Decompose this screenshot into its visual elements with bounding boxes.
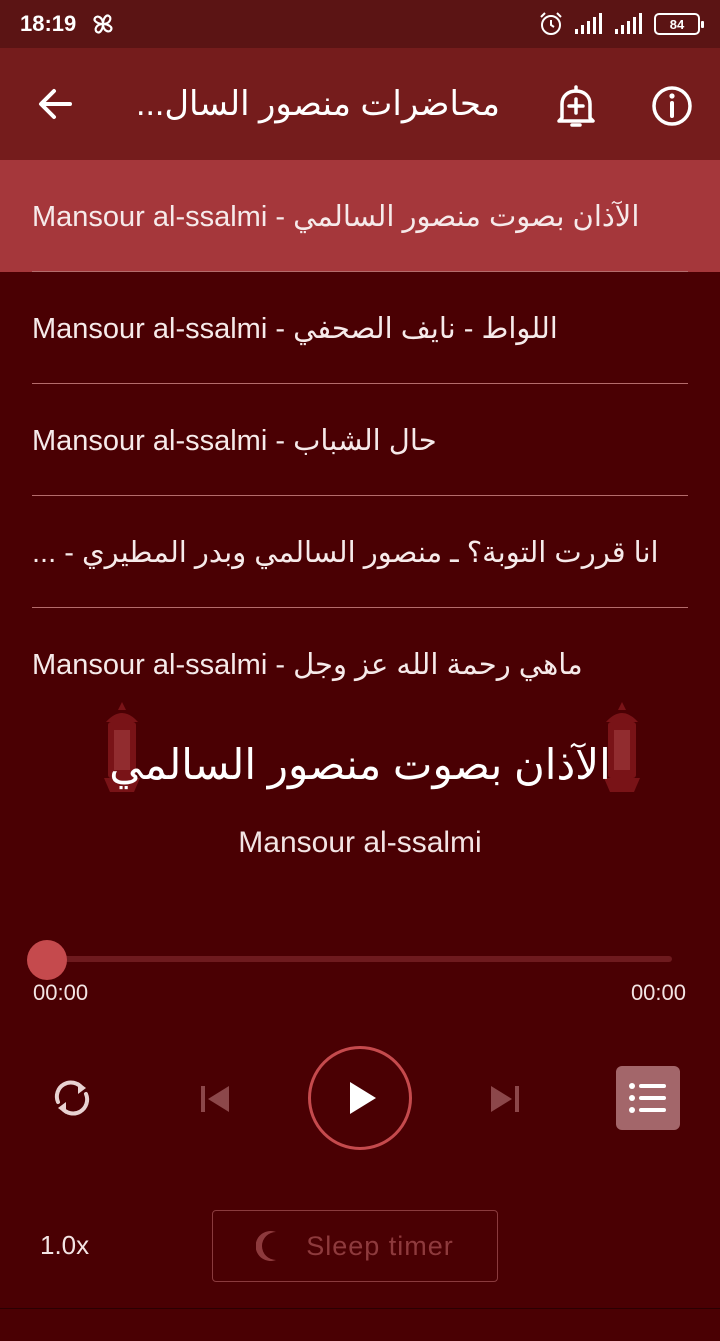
skip-previous-icon <box>196 1080 234 1118</box>
repeat-icon <box>48 1074 96 1122</box>
skip-next-icon <box>486 1080 524 1118</box>
battery-indicator <box>654 13 700 35</box>
queue-button[interactable] <box>616 1066 680 1130</box>
repeat-button[interactable] <box>48 1074 96 1122</box>
status-time: 18:19 <box>20 11 77 36</box>
playlist-item-title: حال الشباب <box>293 424 437 457</box>
total-duration: 00:00 <box>630 980 686 1005</box>
seek-bar[interactable] <box>46 956 672 962</box>
back-arrow-icon[interactable] <box>30 78 82 130</box>
playlist-item-label: Mansour al-ssalmi - الآذان بصوت منصور السالمي <box>32 200 640 233</box>
now-playing-title: الآذان بصوت منصور السالمي <box>109 741 611 788</box>
playlist-item-artist: Mansour al-ssalmi <box>32 200 268 233</box>
playlist-item[interactable] <box>0 384 720 496</box>
playlist-item[interactable] <box>0 160 720 272</box>
play-icon <box>338 1076 382 1120</box>
playlist <box>0 160 720 720</box>
elapsed-time: 00:00 <box>33 980 89 1005</box>
signal-icon <box>574 13 604 35</box>
moon-icon <box>256 1230 284 1262</box>
playlist-item-title: ماهي رحمة الله عز وجل <box>293 648 583 681</box>
app-bar <box>0 48 720 160</box>
playlist-item[interactable] <box>0 496 720 608</box>
pinwheel-icon <box>90 11 116 37</box>
add-alarm-bell-icon[interactable] <box>548 78 604 134</box>
playlist-item-label: ... - انا قررت التوبة؟ ـ منصور السالمي وبدر المطيري <box>32 536 659 569</box>
playlist-item-artist: Mansour al-ssalmi <box>32 648 268 681</box>
playlist-item-label: Mansour al-ssalmi - اللواط - نايف الصحفي <box>32 312 558 345</box>
sleep-timer-label: Sleep timer <box>306 1230 454 1261</box>
playlist-item-artist: ... <box>32 536 57 569</box>
next-button[interactable] <box>486 1080 524 1118</box>
playlist-item[interactable] <box>0 272 720 384</box>
queue-list-icon <box>628 1081 668 1115</box>
app-title: محاضرات منصور السال... <box>136 85 500 123</box>
signal-icon <box>614 13 644 35</box>
playlist-item-title: اللواط - نايف الصحفي <box>293 312 558 345</box>
playback-speed[interactable]: 1.0x <box>40 1230 90 1260</box>
play-button[interactable] <box>308 1046 412 1150</box>
now-playing-artist: Mansour al-ssalmi <box>238 826 482 859</box>
playlist-item-title: الآذان بصوت منصور السالمي <box>293 200 640 233</box>
battery-level: 84 <box>669 16 685 32</box>
playlist-item-artist: Mansour al-ssalmi <box>32 424 268 457</box>
playlist-item-artist: Mansour al-ssalmi <box>32 312 268 345</box>
info-icon[interactable] <box>644 78 700 134</box>
alarm-icon <box>538 11 564 37</box>
sleep-timer-button[interactable] <box>212 1210 498 1282</box>
playlist-item-label: Mansour al-ssalmi - ماهي رحمة الله عز وجل <box>32 648 583 681</box>
divider <box>0 1308 720 1309</box>
playlist-item-label: Mansour al-ssalmi - حال الشباب <box>32 424 437 457</box>
status-bar <box>0 0 720 48</box>
seek-thumb[interactable] <box>27 940 67 980</box>
previous-button[interactable] <box>196 1080 234 1118</box>
playlist-item-title: انا قررت التوبة؟ ـ منصور السالمي وبدر المطيري <box>81 536 659 569</box>
